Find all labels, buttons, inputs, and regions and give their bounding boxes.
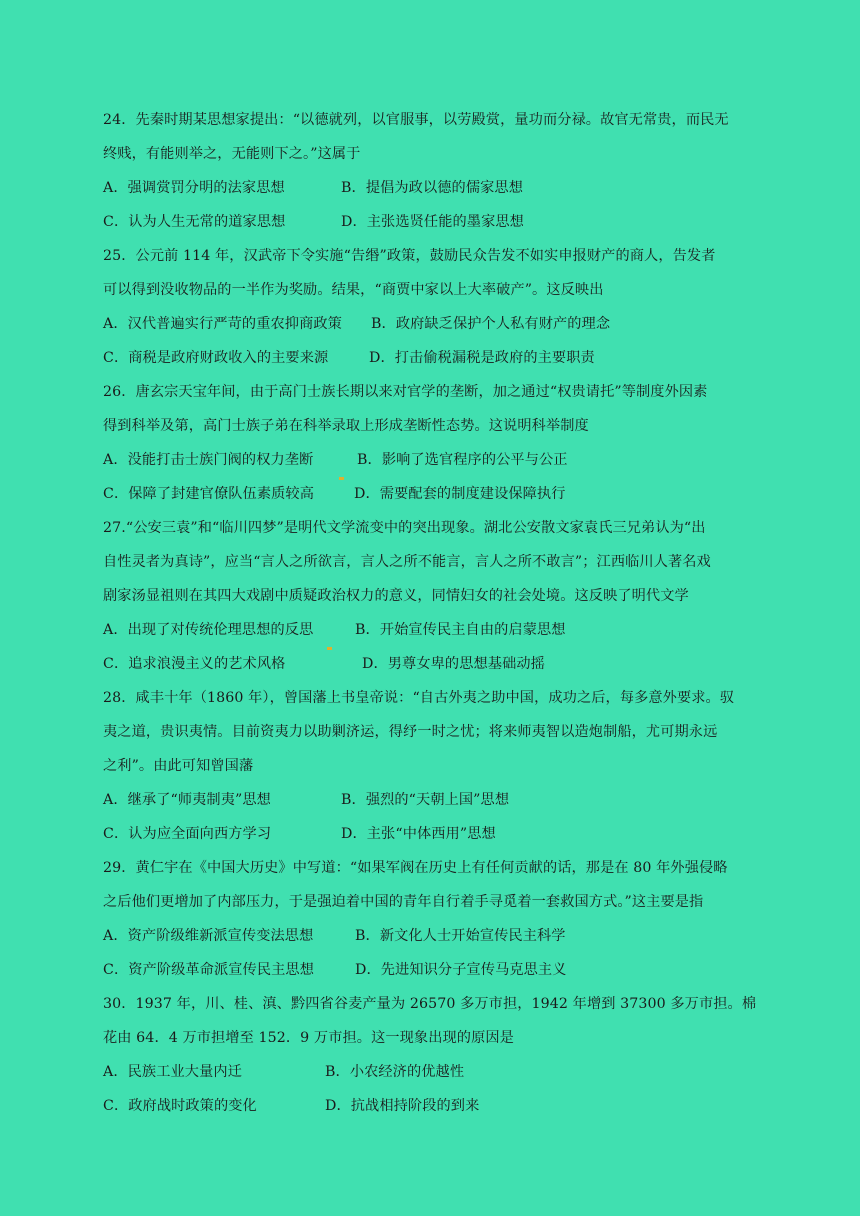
exam-page [103, 103, 763, 1123]
question-29 [103, 851, 763, 987]
question-29-options-row-1 [103, 919, 763, 953]
option-29-b[interactable]: B．新文化人士开始宣传民主科学 [355, 928, 566, 944]
question-24-stem-line-2: 终贱，有能则举之，无能则下之。”这属于 [103, 146, 361, 162]
option-27-a[interactable]: A．出现了对传统伦理思想的反思 [103, 622, 314, 638]
question-28-stem-line-1: 28．咸丰十年（1860 年），曾国藩上书皇帝说：“自古外夷之助中国，成功之后，每多意外要求。驭 [103, 690, 735, 706]
question-26 [103, 375, 763, 511]
question-30-stem-line-1: 30．1937 年，川、桂、滇、黔四省谷麦产量为 26570 多万市担，1942 年增到 37300 多万市担。棉 [103, 996, 757, 1012]
question-25-stem-line-1: 25．公元前 114 年，汉武帝下令实施“告缗”政策，鼓励民众告发不如实申报财产的商人，告发者 [103, 248, 716, 264]
question-29-options-row-2 [103, 953, 763, 987]
stray-mark [339, 477, 344, 480]
question-27-stem-line-3: 剧家汤显祖则在其四大戏剧中质疑政治权力的意义，同情妇女的社会处境。这反映了明代文学 [103, 588, 689, 604]
question-28-stem-line-3: 之利”。由此可知曾国藩 [103, 758, 254, 774]
question-24-options-row-1 [103, 171, 763, 205]
question-30 [103, 987, 763, 1123]
question-26-options-row-1 [103, 443, 763, 477]
stray-mark [327, 647, 332, 650]
option-29-d[interactable]: D．先进知识分子宣传马克思主义 [355, 962, 567, 978]
question-24 [103, 103, 763, 239]
option-25-c[interactable]: C．商税是政府财政收入的主要来源 [103, 350, 329, 366]
option-24-a[interactable]: A．强调赏罚分明的法家思想 [103, 180, 285, 196]
option-24-c[interactable]: C．认为人生无常的道家思想 [103, 214, 286, 230]
question-28-stem-line-2: 夷之道，贵识夷情。目前资夷力以助剿济运，得纾一时之忧；将来师夷智以造炮制船，尤可期永远 [103, 724, 718, 740]
question-26-options-row-2 [103, 477, 763, 511]
option-28-b[interactable]: B．强烈的“天朝上国”思想 [341, 792, 510, 808]
option-26-d[interactable]: D．需要配套的制度建设保障执行 [354, 486, 566, 502]
question-26-stem-line-1: 26．唐玄宗天宝年间，由于高门士族长期以来对官学的垄断，加之通过“权贵请托”等制度外因素 [103, 384, 708, 400]
option-25-d[interactable]: D．打击偷税漏税是政府的主要职责 [369, 350, 595, 366]
question-27-stem-line-2: 自性灵者为真诗”，应当“言人之所欲言，言人之所不能言，言人之所不敢言”；江西临川人著名戏 [103, 554, 711, 570]
option-30-d[interactable]: D．抗战相持阶段的到来 [325, 1098, 480, 1114]
question-30-stem-line-2: 花由 64．4 万市担增至 152．9 万市担。这一现象出现的原因是 [103, 1030, 514, 1046]
question-24-stem-line-1: 24．先秦时期某思想家提出：“以德就列，以官服事，以劳殿赏，量功而分禄。故官无常贵，而民无 [103, 112, 729, 128]
option-26-a[interactable]: A．没能打击士族门阀的权力垄断 [103, 452, 314, 468]
option-25-a[interactable]: A．汉代普遍实行严苛的重农抑商政策 [103, 316, 342, 332]
question-28-options-row-2 [103, 817, 763, 851]
question-28 [103, 681, 763, 851]
option-25-b[interactable]: B．政府缺乏保护个人私有财产的理念 [371, 316, 611, 332]
question-27-options-row-2 [103, 647, 763, 681]
question-24-options-row-2 [103, 205, 763, 239]
question-29-stem-line-2: 之后他们更增加了内部压力，于是强迫着中国的青年自行着手寻觅着一套救国方式。”这主要是指 [103, 894, 704, 910]
option-26-c[interactable]: C．保障了封建官僚队伍素质较高 [103, 486, 314, 502]
question-27-stem-line-1: 27.“公安三袁”和“临川四梦”是明代文学流变中的突出现象。湖北公安散文家袁氏三兄弟认为“出 [103, 520, 706, 536]
question-30-options-row-1 [103, 1055, 763, 1089]
option-30-b[interactable]: B．小农经济的优越性 [325, 1064, 465, 1080]
option-29-c[interactable]: C．资产阶级革命派宣传民主思想 [103, 962, 314, 978]
question-27 [103, 511, 763, 681]
question-26-stem-line-2: 得到科举及第，高门士族子弟在科举录取上形成垄断性态势。这说明科举制度 [103, 418, 589, 434]
question-25-options-row-1 [103, 307, 763, 341]
question-30-options-row-2 [103, 1089, 763, 1123]
question-29-stem-line-1: 29．黄仁宇在《中国大历史》中写道：“如果军阀在历史上有任何贡献的话，那是在 80 年外强侵略 [103, 860, 728, 876]
option-28-d[interactable]: D．主张“中体西用”思想 [341, 826, 496, 842]
option-27-b[interactable]: B．开始宣传民主自由的启蒙思想 [355, 622, 566, 638]
option-30-c[interactable]: C．政府战时政策的变化 [103, 1098, 257, 1114]
question-27-options-row-1 [103, 613, 763, 647]
question-25-options-row-2 [103, 341, 763, 375]
option-28-c[interactable]: C．认为应全面向西方学习 [103, 826, 272, 842]
option-26-b[interactable]: B．影响了选官程序的公平与公正 [357, 452, 568, 468]
option-29-a[interactable]: A．资产阶级维新派宣传变法思想 [103, 928, 314, 944]
option-27-c[interactable]: C．追求浪漫主义的艺术风格 [103, 656, 286, 672]
option-24-d[interactable]: D．主张选贤任能的墨家思想 [341, 214, 524, 230]
option-24-b[interactable]: B．提倡为政以德的儒家思想 [341, 180, 523, 196]
option-28-a[interactable]: A．继承了“师夷制夷”思想 [103, 792, 271, 808]
question-25-stem-line-2: 可以得到没收物品的一半作为奖励。结果，“商贾中家以上大率破产”。这反映出 [103, 282, 604, 298]
question-25 [103, 239, 763, 375]
option-30-a[interactable]: A．民族工业大量内迁 [103, 1064, 242, 1080]
question-28-options-row-1 [103, 783, 763, 817]
option-27-d[interactable]: D．男尊女卑的思想基础动摇 [362, 656, 545, 672]
